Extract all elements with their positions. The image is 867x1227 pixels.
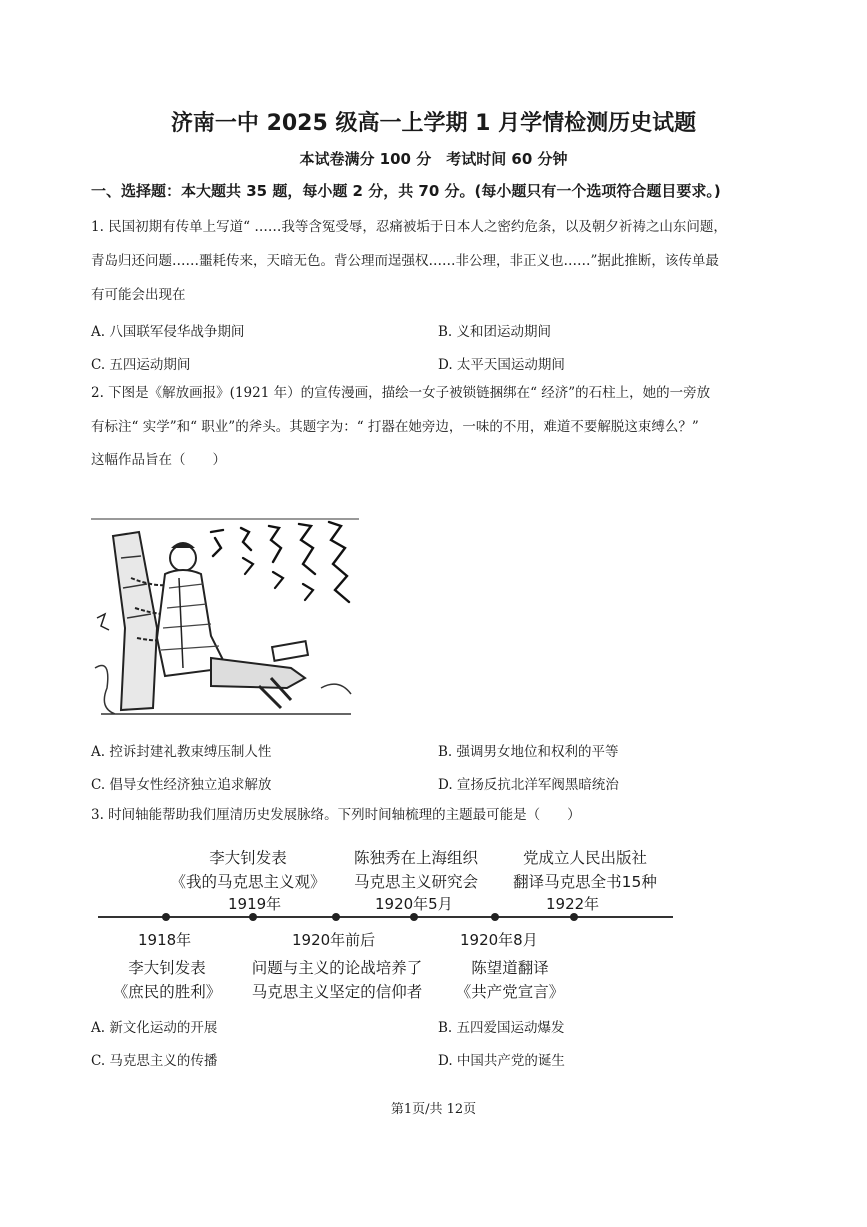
question-2-line-3: 这幅作品旨在（ ）: [91, 452, 226, 468]
timeline-axis: [98, 916, 673, 918]
timeline-dot: [410, 913, 418, 921]
q3-option-a: A. 新文化运动的开展: [91, 1020, 218, 1036]
timeline-dot: [491, 913, 499, 921]
timeline-dot: [249, 913, 257, 921]
timeline-event-1918: 李大钊发表 《庶民的胜利》: [112, 959, 222, 1001]
timeline-year-1922: 1922年: [546, 895, 600, 913]
q3-option-d: D. 中国共产党的诞生: [438, 1053, 565, 1069]
timeline-event-1920-aug: 陈望道翻译 《共产党宣言》: [455, 959, 565, 1001]
q3-option-b: B. 五四爱国运动爆发: [438, 1020, 565, 1036]
timeline-dot: [162, 913, 170, 921]
q2-option-c: C. 倡导女性经济独立追求解放: [91, 777, 272, 793]
timeline-event-1922: 党成立人民出版社 翻译马克思全书15种: [513, 849, 657, 891]
timeline-year-1918: 1918年: [138, 931, 192, 949]
timeline-year-1919: 1919年: [228, 895, 282, 913]
timeline-year-1920-may: 1920年5月: [375, 895, 453, 913]
timeline-event-1919: 李大钊发表 《我的马克思主义观》: [170, 849, 326, 891]
timeline-year-1920-around: 1920年前后: [292, 931, 376, 949]
q3-option-c: C. 马克思主义的传播: [91, 1053, 218, 1069]
q1-option-b: B. 义和团运动期间: [438, 324, 552, 340]
question-3-line-1: 3. 时间轴能帮助我们厘清历史发展脉络。下列时间轴梳理的主题最可能是（ ）: [91, 807, 581, 823]
timeline-event-1920-may: 陈独秀在上海组织 马克思主义研究会: [353, 849, 478, 891]
question-1-line-3: 有可能会出现在: [91, 287, 186, 303]
page-number: 第1页/共 12页: [390, 1102, 477, 1117]
q1-option-c: C. 五四运动期间: [91, 357, 191, 373]
q1-option-a: A. 八国联军侵华战争期间: [91, 324, 245, 340]
question-1-line-1: 1. 民国初期有传单上写道“ ……我等含冤受辱，忍痛被垢于日本人之密约危条，以及朝夕祈祷之山东问题，: [91, 219, 727, 235]
timeline-event-1920-around: 问题与主义的论战培养了 马克思主义坚定的信仰者: [251, 959, 423, 1001]
timeline-dot: [570, 913, 578, 921]
q2-option-b: B. 强调男女地位和权利的平等: [438, 744, 619, 760]
page-title: 济南一中 2025 级高一上学期 1 月学情检测历史试题: [170, 111, 697, 136]
q2-option-a: A. 控诉封建礼教束缚压制人性: [91, 744, 272, 760]
section-heading: 一、选择题：本大题共 35 题，每小题 2 分，共 70 分。(每小题只有一个选项符合题目要求。): [91, 182, 721, 200]
q2-option-d: D. 宣扬反抗北洋军阀黑暗统治: [438, 777, 619, 793]
question-2-line-1: 2. 下图是《解放画报》(1921 年）的宣传漫画，描绘一女子被锁链捆绑在“ 经济”的石柱上，她的一旁放: [91, 385, 711, 401]
cartoon-illustration: [91, 518, 359, 718]
timeline-year-1920-aug: 1920年8月: [460, 931, 538, 949]
exam-info: 本试卷满分 100 分 考试时间 60 分钟: [299, 150, 568, 168]
timeline-dot: [332, 913, 340, 921]
question-2-line-2: 有标注“ 实学”和“ 职业”的斧头。其题字为：“ 打器在她旁边，一味的不用，难道不要解脱这束缚么？”: [91, 419, 699, 435]
q1-option-d: D. 太平天国运动期间: [438, 357, 565, 373]
question-1-line-2: 青岛归还问题……噩耗传来，天暗无色。背公理而逞强权……非公理，非正义也……”据此推断，该传单最: [91, 253, 719, 269]
